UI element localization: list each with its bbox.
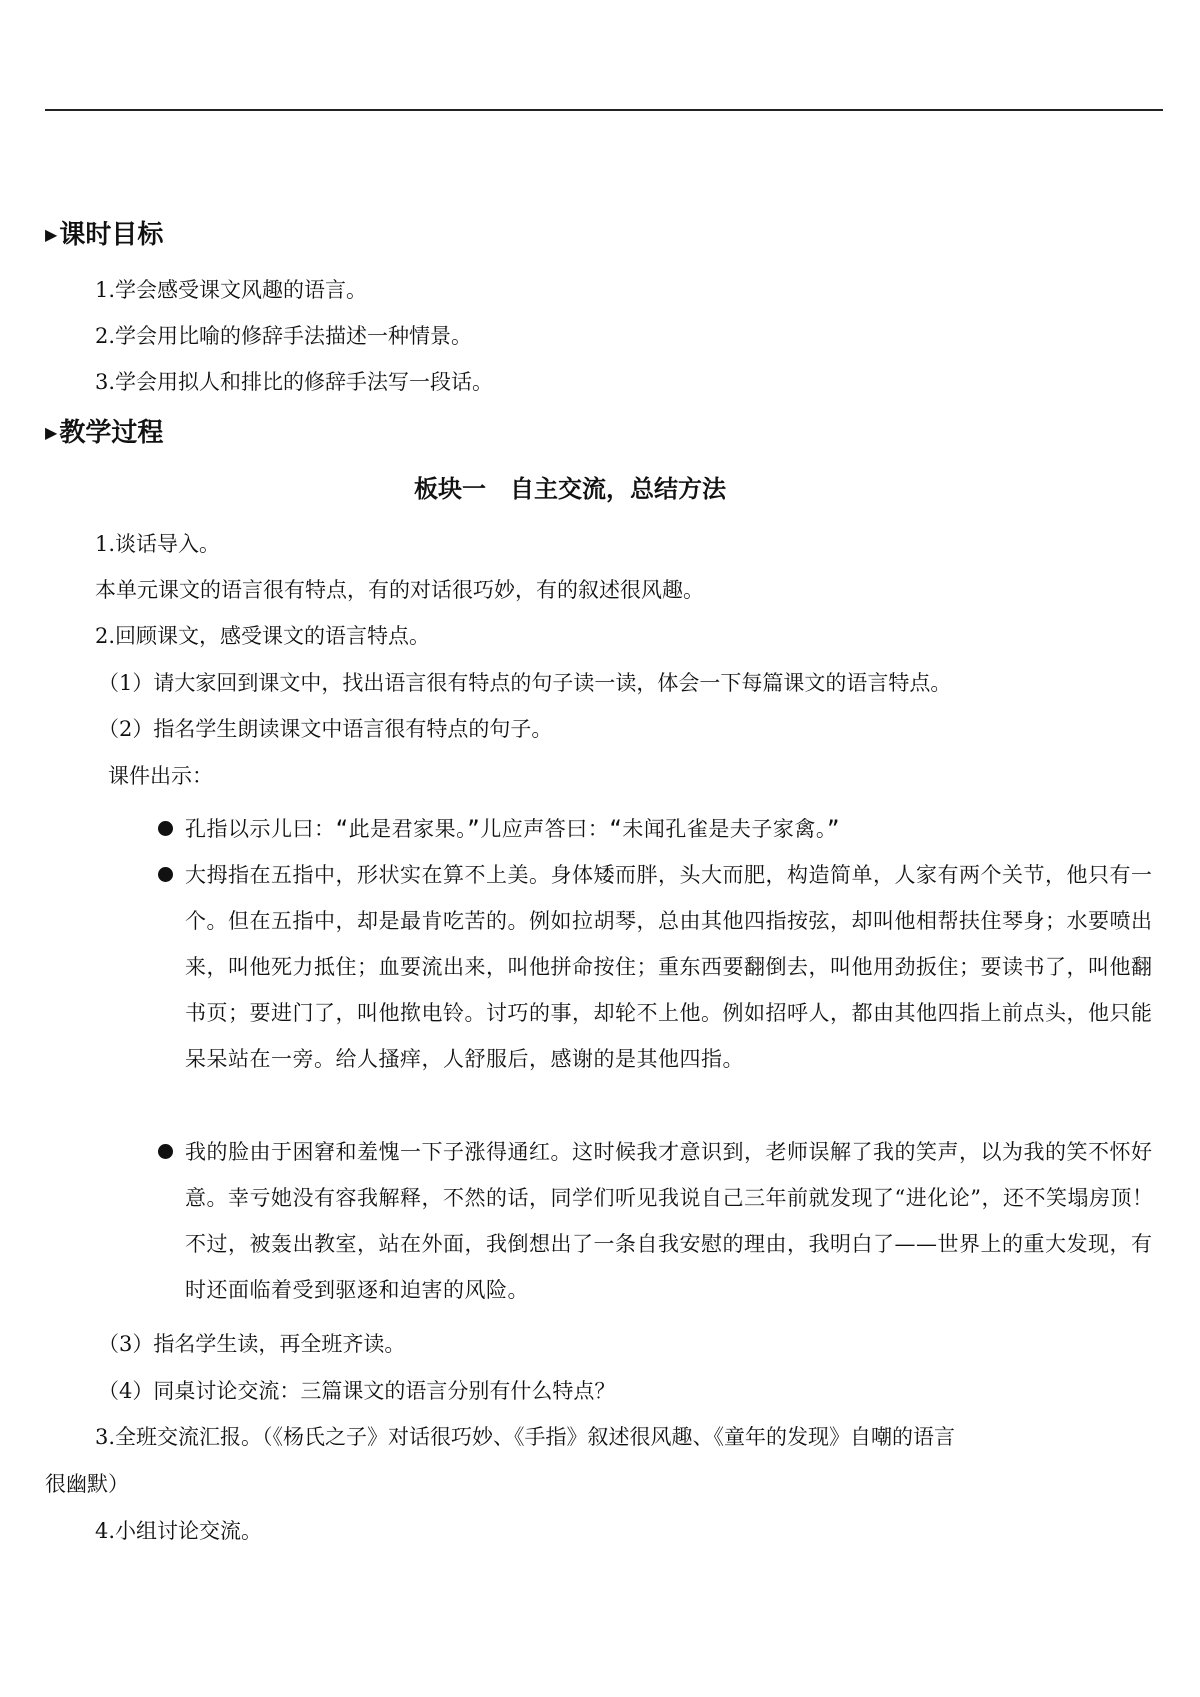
bullet-icon xyxy=(158,867,173,882)
bullet-icon xyxy=(158,1144,173,1159)
step-2: 2.回顾课文，感受课文的语言特点。 xyxy=(95,624,431,648)
intro-paragraph: 本单元课文的语言很有特点，有的对话很巧妙，有的叙述很风趣。 xyxy=(95,578,704,602)
sub-step-3: （3）指名学生读，再全班齐读。 xyxy=(98,1332,406,1356)
triangle-marker-icon: ▶ xyxy=(45,225,58,244)
quote-text: 孔指以示儿曰：“此是君家果。”儿应声答曰：“未闻孔雀是夫子家禽。” xyxy=(185,817,841,841)
objective-item-2: 2.学会用比喻的修辞手法描述一种情景。 xyxy=(95,324,473,348)
quote-text: 大拇指在五指中，形状实在算不上美。身体矮而胖，头大而肥，构造简单，人家有两个关节，他只有一个。但在五指中，却是最肯吃苦的。例如拉胡琴，总由其他四指按弦，却叫他相帮扶住琴身；水要喷出来，叫他死力抵住；血要流出来，叫他拼命按住；重东西要翻倒去，叫他用劲扳住；要读书了，叫他翻书页；要进门了，叫他揿电铃。讨巧的事，却轮不上他。例如招呼人，都由其他四指上前点头，他只能呆呆站在一旁。给人搔痒，人舒服后，感谢的是其他四指。 xyxy=(185,863,1153,1071)
step-3-line-2: 很幽默） xyxy=(45,1472,129,1496)
objective-item-1: 1.学会感受课文风趣的语言。 xyxy=(95,278,368,302)
header-rule xyxy=(45,109,1163,111)
quote-item-3 xyxy=(160,1129,1170,1313)
sub-step-4: （4）同桌讨论交流：三篇课文的语言分别有什么特点？ xyxy=(98,1379,616,1403)
step-1: 1.谈话导入。 xyxy=(95,532,221,556)
process-heading xyxy=(45,416,163,450)
quote-item-2 xyxy=(160,852,1170,1082)
quote-item-1 xyxy=(160,806,1170,852)
quote-text: 我的脸由于困窘和羞愧一下子涨得通红。这时候我才意识到，老师误解了我的笑声，以为我的笑不怀好意。幸亏她没有容我解释，不然的话，同学们听见我说自己三年前就发现了“进化论”，还不笑塌房顶！不过，被轰出教室，站在外面，我倒想出了一条自我安慰的理由，我明白了——世界上的重大发现，有时还面临着受到驱逐和迫害的风险。 xyxy=(185,1140,1154,1302)
sub-step-2: （2）指名学生朗读课文中语言很有特点的句子。 xyxy=(98,717,553,741)
objectives-heading-text: 课时目标 xyxy=(59,220,164,250)
sub-step-1: （1）请大家回到课文中，找出语言很有特点的句子读一读，体会一下每篇课文的语言特点。 xyxy=(98,671,952,695)
courseware-label: 课件出示： xyxy=(108,764,213,788)
step-3-line-1: 3.全班交流汇报。（《杨氏之子》对话很巧妙、《手指》叙述很风趣、《童年的发现》自嘲的语言 xyxy=(95,1425,956,1449)
process-heading-text: 教学过程 xyxy=(59,418,164,448)
section-title: 板块一 自主交流，总结方法 xyxy=(414,475,726,503)
objective-item-3: 3.学会用拟人和排比的修辞手法写一段话。 xyxy=(95,370,494,394)
triangle-marker-icon: ▶ xyxy=(45,423,58,442)
bullet-icon xyxy=(158,821,173,836)
objectives-heading xyxy=(45,218,163,252)
step-4: 4.小组讨论交流。 xyxy=(95,1519,263,1543)
